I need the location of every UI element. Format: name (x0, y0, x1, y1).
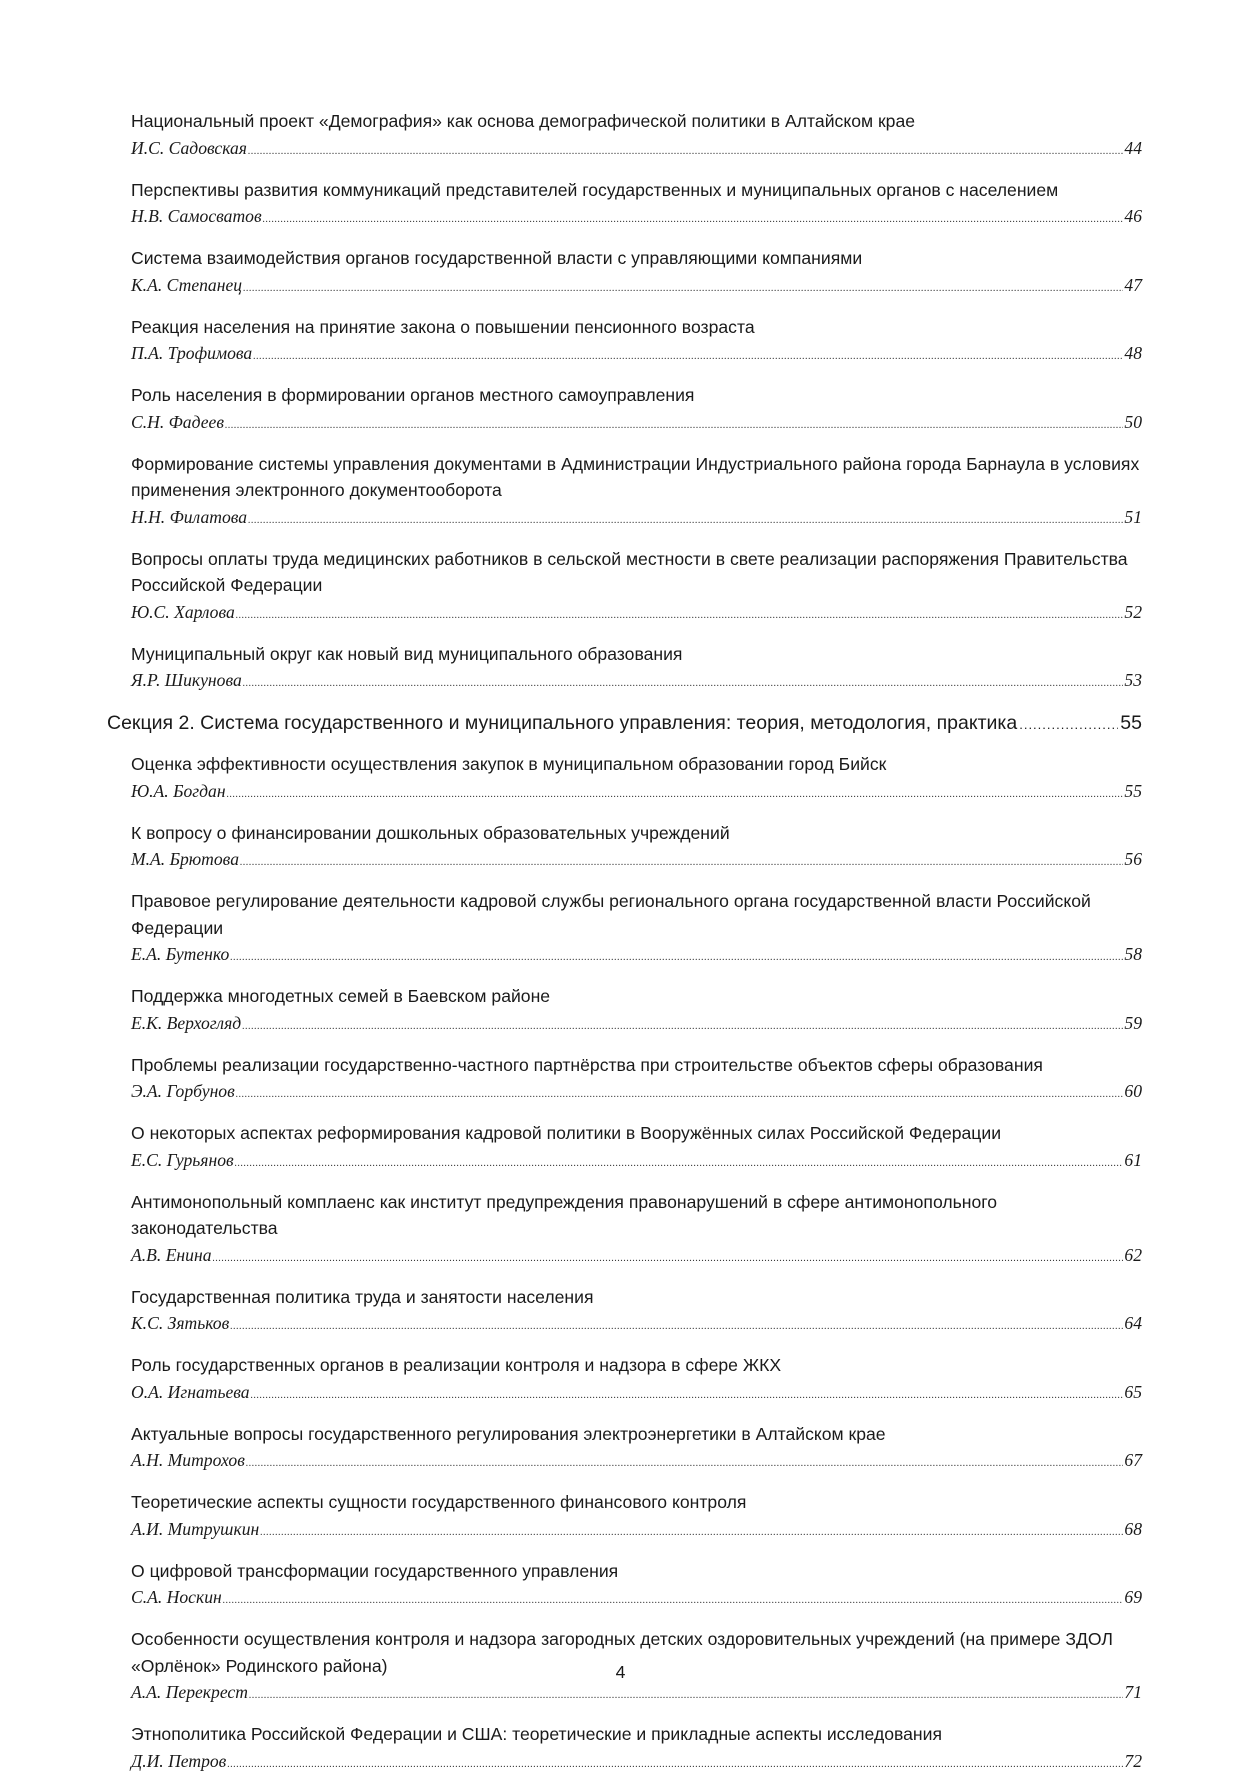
dot-leader (243, 667, 1124, 697)
dot-leader (249, 1679, 1123, 1709)
toc-entry (131, 314, 1142, 371)
toc-entry (131, 641, 1142, 698)
entry-page-number: 44 (1124, 137, 1142, 158)
entry-page-number: 72 (1124, 1750, 1142, 1771)
entry-author: Е.К. Верхогляд (131, 1012, 242, 1033)
toc-entry (131, 245, 1142, 302)
entry-author: И.С. Садовская (131, 137, 247, 158)
entry-author: Н.В. Самосватов (131, 206, 262, 226)
entry-author: А.А. Перекрест (131, 1682, 248, 1702)
dot-leader (260, 1516, 1123, 1546)
entry-title: Этнополитика Российской Федерации и США: теоретические и прикладные аспекты исследования (131, 1724, 942, 1744)
toc-entry (131, 1721, 1142, 1778)
entry-author: Э.А. Горбунов (131, 1081, 235, 1101)
entry-title: Теоретические аспекты сущности государственного финансового контроля (131, 1492, 747, 1512)
entry-author: С.Н. Фадеев (131, 411, 224, 432)
entry-title: Роль государственных органов в реализации контроля и надзора в сфере ЖКХ (131, 1355, 782, 1375)
dot-leader (230, 941, 1123, 971)
dot-leader (243, 272, 1123, 302)
entry-title: Национальный проект «Демография» как основа демографической политики в Алтайском крае (131, 111, 916, 131)
dot-leader (248, 504, 1123, 534)
entry-title: Вопросы оплаты труда медицинских работников в сельской местности в свете реализации распоряжения Правительства Российской Федерации (131, 548, 1128, 595)
entry-title: Роль населения в формировании органов местного самоуправления (131, 385, 695, 405)
dot-leader (253, 340, 1123, 370)
entry-title: Актуальные вопросы государственного регулирования электроэнергетики в Алтайском крае (131, 1423, 886, 1444)
toc-entry (131, 451, 1142, 534)
dot-leader (251, 1379, 1124, 1409)
toc-entry (131, 1120, 1142, 1177)
entry-page-number: 71 (1124, 1682, 1142, 1702)
entry-author: Ю.С. Харлова (131, 601, 235, 622)
section-page-number: 55 (1120, 712, 1142, 734)
entry-title: Оценка эффективности осуществления закупок в муниципальном образовании город Бийск (131, 754, 887, 774)
dot-leader (246, 1447, 1124, 1477)
entry-title: Правовое регулирование деятельности кадровой службы регионального органа государственной власти Российской Федерации (131, 891, 1091, 938)
section-heading (107, 709, 1142, 739)
entry-author: Я.Р. Шикунова (131, 670, 242, 690)
toc-entry (131, 1189, 1142, 1272)
entry-title: Антимонопольный комплаенс как институт предупреждения правонарушений в сфере антимонопольного законодательства (131, 1191, 998, 1238)
entry-title: Особенности осуществления контроля и надзора загородных детских оздоровительных учреждений (на примере ЗДОЛ «Орлёнок» Родинского района) (131, 1629, 1113, 1676)
toc-entry (131, 108, 1142, 165)
toc-entry (131, 1284, 1142, 1341)
entry-page-number: 46 (1124, 206, 1142, 226)
dot-leader (213, 1242, 1124, 1272)
dot-leader (236, 599, 1124, 629)
dot-leader (248, 135, 1123, 165)
toc-entry (131, 983, 1142, 1040)
entry-author: А.В. Енина (131, 1244, 212, 1265)
dot-leader (1019, 709, 1118, 739)
table-of-contents (107, 108, 1142, 1790)
entry-author: Н.Н. Филатова (131, 506, 248, 527)
entry-title: О некоторых аспектах реформирования кадровой политики в Вооружённых силах Российской Федерации (131, 1123, 1002, 1143)
entry-author: С.А. Носкин (131, 1587, 222, 1607)
entry-author: Е.А. Бутенко (131, 944, 230, 964)
toc-entry (131, 382, 1142, 439)
entry-page-number: 53 (1124, 670, 1142, 690)
dot-leader (242, 1010, 1123, 1040)
entry-page-number: 68 (1124, 1518, 1142, 1539)
dot-leader (225, 409, 1123, 439)
entry-author: Е.С. Гурьянов (131, 1149, 234, 1170)
entry-title: О цифровой трансформации государственного управления (131, 1560, 619, 1581)
toc-entry (131, 1558, 1142, 1615)
dot-leader (230, 1310, 1123, 1340)
dot-leader (227, 778, 1124, 808)
entry-page-number: 60 (1124, 1081, 1142, 1101)
entry-title: Формирование системы управления документами в Администрации Индустриального района города Барнаула в условиях применения электронного документооборота (131, 453, 1140, 500)
entry-page-number: 64 (1124, 1313, 1142, 1333)
entry-title: Поддержка многодетных семей в Баевском районе (131, 986, 551, 1006)
entry-title: Перспективы развития коммуникаций представителей государственных и муниципальных органов с населением (131, 179, 1059, 200)
entry-page-number: 48 (1124, 343, 1142, 363)
entry-page-number: 50 (1124, 411, 1142, 432)
entry-author: Д.И. Петров (131, 1750, 227, 1771)
entry-author: К.С. Зятьков (131, 1313, 230, 1333)
entry-page-number: 55 (1124, 780, 1142, 801)
toc-entry (131, 1352, 1142, 1409)
entry-page-number: 65 (1124, 1381, 1142, 1402)
entry-title: Государственная политика труда и занятости населения (131, 1286, 594, 1307)
entry-page-number: 62 (1124, 1244, 1142, 1265)
entry-page-number: 47 (1124, 274, 1142, 295)
entry-author: А.И. Митрушкин (131, 1518, 260, 1539)
dot-leader (263, 203, 1124, 233)
entry-author: Ю.А. Богдан (131, 780, 226, 801)
entry-page-number: 56 (1124, 849, 1142, 869)
entry-author: О.А. Игнатьева (131, 1381, 250, 1402)
toc-entry (131, 1421, 1142, 1478)
entry-author: П.А. Трофимова (131, 343, 253, 363)
dot-leader (227, 1748, 1123, 1778)
section-title: Секция 2. Система государственного и муниципального управления: теория, методология, практика (107, 712, 1018, 734)
dot-leader (235, 1147, 1124, 1177)
dot-leader (240, 846, 1123, 876)
entry-title: Проблемы реализации государственно-частного партнёрства при строительстве объектов сферы образования (131, 1054, 1043, 1075)
entry-title: Система взаимодействия органов государственной власти с управляющими компаниями (131, 248, 863, 268)
toc-entry (131, 546, 1142, 629)
toc-entry (131, 751, 1142, 808)
entry-page-number: 61 (1124, 1149, 1142, 1170)
toc-entry (131, 888, 1142, 971)
entry-page-number: 59 (1124, 1012, 1142, 1033)
entry-page-number: 69 (1124, 1587, 1142, 1607)
entry-author: К.А. Степанец (131, 274, 243, 295)
entry-page-number: 52 (1124, 601, 1142, 622)
entry-author: М.А. Брютова (131, 849, 239, 869)
entry-page-number: 67 (1124, 1450, 1142, 1470)
dot-leader (223, 1584, 1124, 1614)
page-number: 4 (615, 1662, 626, 1682)
toc-entry (131, 177, 1142, 234)
entry-title: Муниципальный округ как новый вид муниципального образования (131, 643, 683, 664)
entry-page-number: 58 (1124, 944, 1142, 964)
dot-leader (236, 1078, 1124, 1108)
toc-entry (131, 820, 1142, 877)
entry-title: Реакция населения на принятие закона о повышении пенсионного возраста (131, 316, 755, 337)
entry-author: А.Н. Митрохов (131, 1450, 245, 1470)
entry-page-number: 51 (1124, 506, 1142, 527)
toc-entry (131, 1489, 1142, 1546)
entry-title: К вопросу о финансировании дошкольных образовательных учреждений (131, 822, 730, 843)
toc-entry (131, 1052, 1142, 1109)
